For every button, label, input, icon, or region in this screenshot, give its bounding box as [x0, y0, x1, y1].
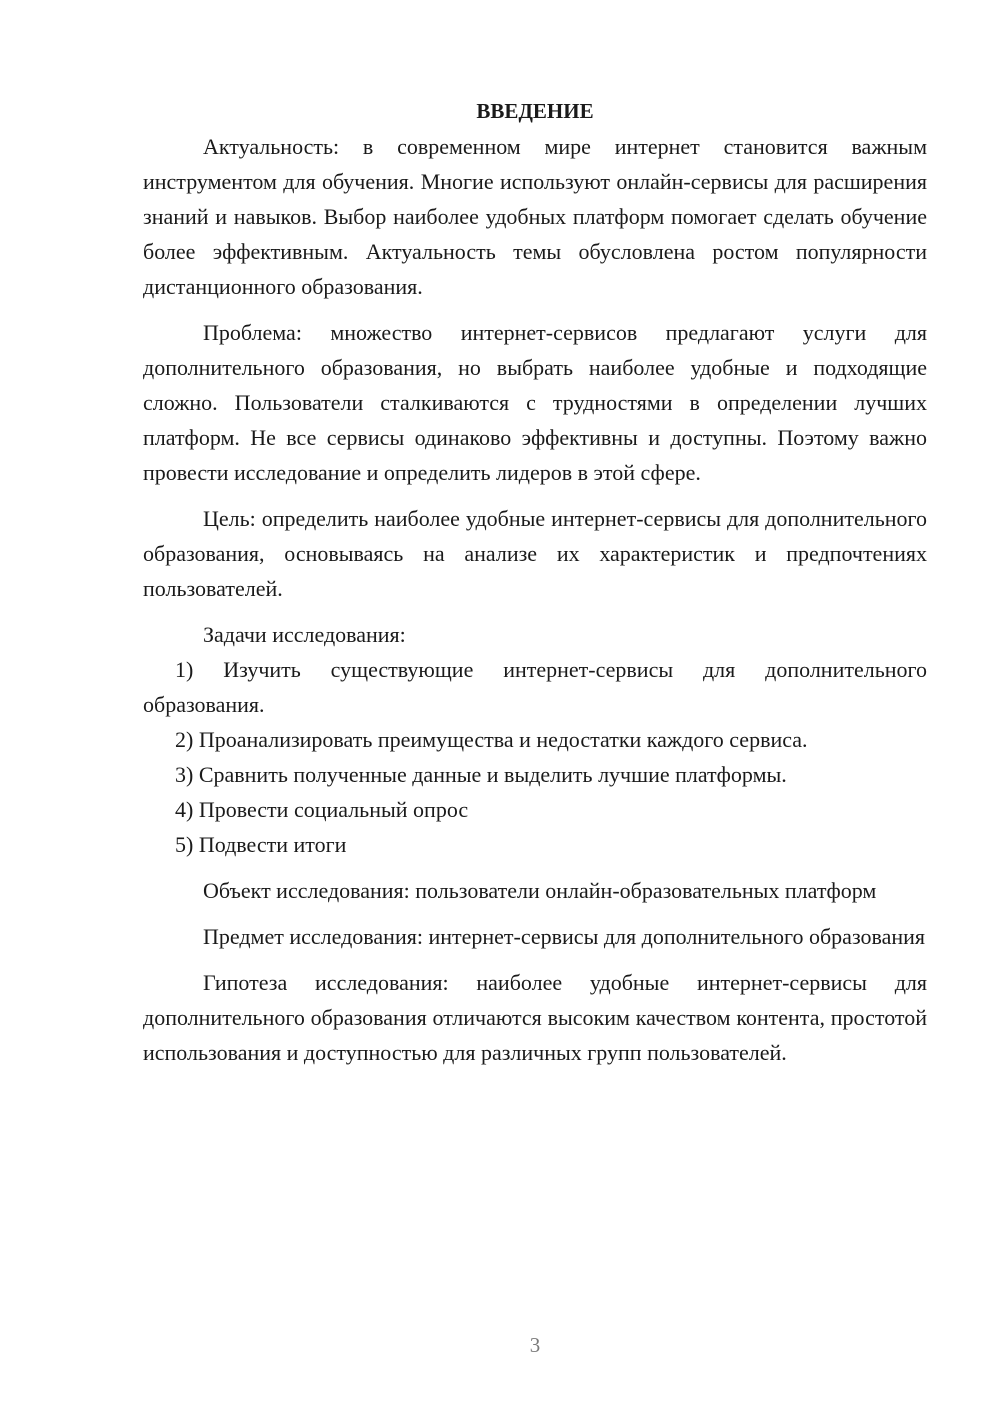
- list-item: 1) Изучить существующие интернет-сервисы для дополнительного образования.: [143, 657, 927, 717]
- page-number: 3: [529, 1333, 541, 1357]
- problem-paragraph: Проблема: множество интернет-сервисов предлагают услуги для дополнительного образования, но выбрать наиболее удобные и подходящие сложно. Пользователи сталкиваются с трудностями в определении лучших платформ. Не все сервисы одинаково эффективны и доступны. Поэтому важно провести исследование и определить лидеров в этой сфере.: [143, 320, 927, 485]
- list-item: 5) Подвести итоги: [175, 832, 347, 857]
- tasks-heading: Задачи исследования:: [203, 622, 406, 647]
- page-title: ВВЕДЕНИЕ: [476, 99, 594, 123]
- relevance-paragraph: Актуальность: в современном мире интернет становится важным инструментом для обучения. Многие используют онлайн-сервисы для расширения знаний и навыков. Выбор наиболее удобных платформ помогает сделать обучение более эффективным. Актуальность темы обусловлена ростом популярности дистанционного образования.: [143, 134, 927, 299]
- subject-paragraph: Предмет исследования: интернет-сервисы для дополнительного образования: [203, 924, 926, 949]
- hypothesis-paragraph: Гипотеза исследования: наиболее удобные интернет-сервисы для дополнительного образования отличаются высоким качеством контента, простотой использования и доступностью для различных групп пользователей.: [143, 970, 927, 1065]
- list-item: 3) Сравнить полученные данные и выделить лучшие платформы.: [175, 762, 787, 787]
- list-item: 2) Проанализировать преимущества и недостатки каждого сервиса.: [175, 727, 808, 752]
- tasks-list: [143, 652, 927, 862]
- list-item: 4) Провести социальный опрос: [175, 797, 469, 822]
- goal-paragraph: Цель: определить наиболее удобные интернет-сервисы для дополнительного образования, основываясь на анализе их характеристик и предпочтениях пользователей.: [143, 506, 927, 601]
- object-paragraph: Объект исследования: пользователи онлайн-образовательных платформ: [203, 878, 877, 903]
- document-body: [143, 94, 927, 1070]
